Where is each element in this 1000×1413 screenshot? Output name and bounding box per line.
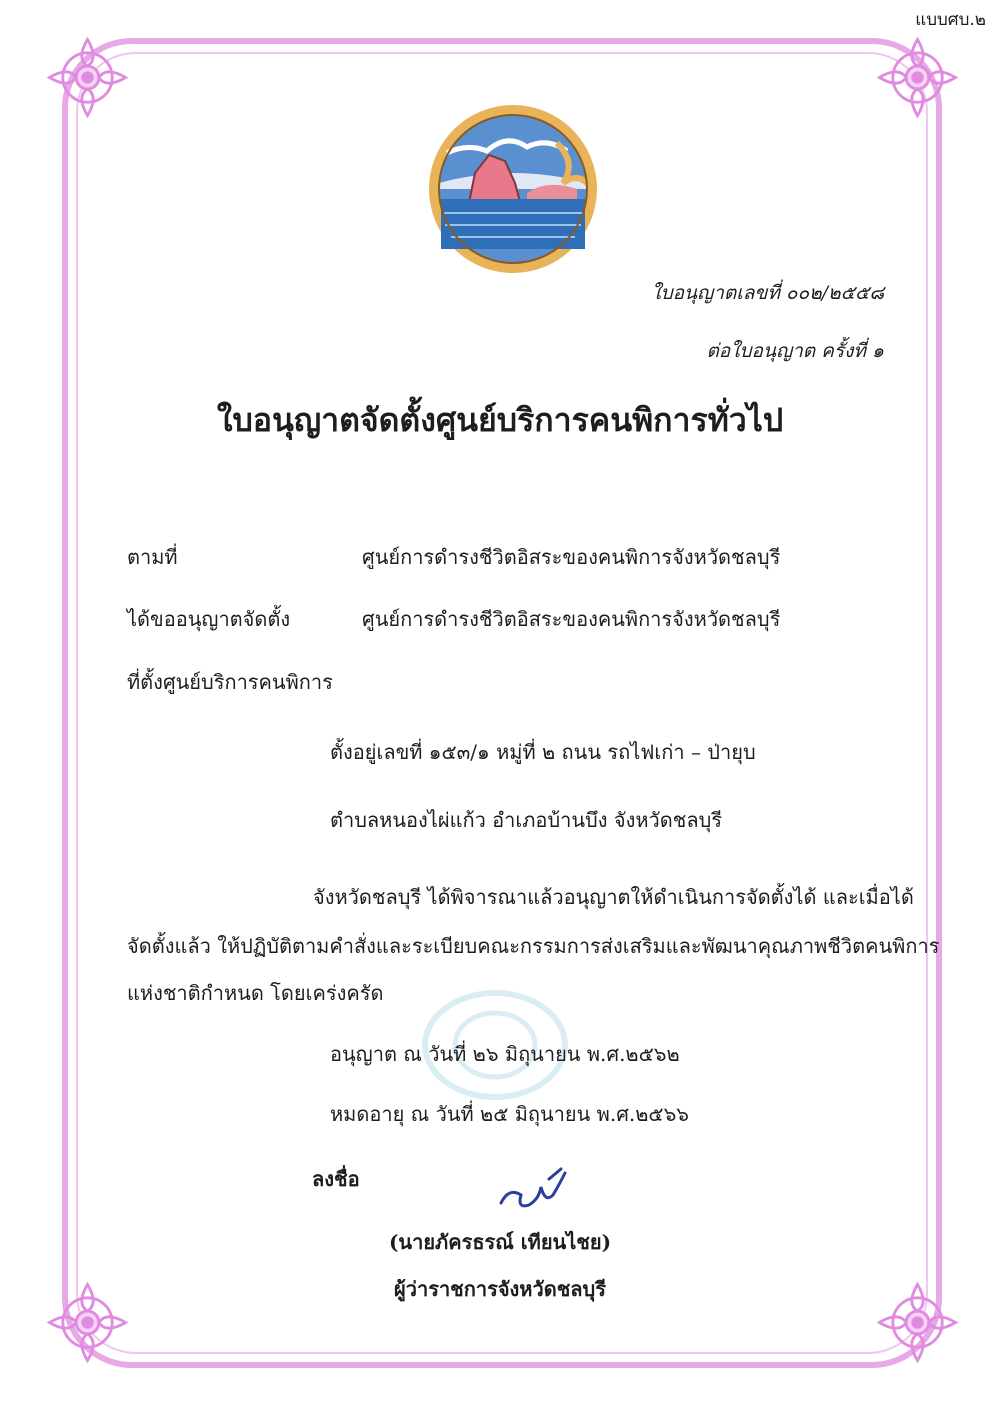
expiry-date: หมดอายุ ณ วันที่ ๒๕ มิถุนายน พ.ศ.๒๕๖๖ [330, 1102, 689, 1126]
body-line-1: จังหวัดชลบุรี ได้พิจารณาแล้วอนุญาตให้ดำเนินการจัดตั้งได้ และเมื่อได้ [313, 885, 914, 909]
corner-ornament-top-right [870, 30, 965, 125]
issue-date: อนุญาต ณ วันที่ ๒๖ มิถุนายน พ.ศ.๒๕๖๒ [330, 1042, 680, 1066]
according-value: ศูนย์การดำรงชีวิตอิสระของคนพิการจังหวัดชลบุรี [362, 545, 781, 569]
address-line-1: ตั้งอยู่เลขที่ ๑๕๓/๑ หมู่ที่ ๒ ถนน รถไฟเก่า – ป่ายุบ [330, 740, 756, 764]
provincial-seal [427, 103, 599, 275]
form-code: แบบศบ.๒ [915, 10, 986, 30]
signatory-position: ผู้ว่าราชการจังหวัดชลบุรี [394, 1277, 606, 1301]
body-line-2: จัดตั้งแล้ว ให้ปฏิบัติตามคำสั่งและระเบียบคณะกรรมการส่งเสริมและพัฒนาคุณภาพชีวิตคนพิการ [127, 934, 940, 958]
address-line-2: ตำบลหนองไผ่แก้ว อำเภอบ้านบึง จังหวัดชลบุรี [330, 808, 723, 832]
corner-ornament-top-left [40, 30, 135, 125]
renewal-count: ต่อใบอนุญาต ครั้งที่ ๑ [706, 340, 884, 362]
signatory-name: (นายภัครธรณ์ เทียนไชย) [388, 1230, 612, 1254]
request-value: ศูนย์การดำรงชีวิตอิสระของคนพิการจังหวัดชลบุรี [362, 607, 781, 631]
signature-label: ลงชื่อ [312, 1167, 360, 1191]
according-label: ตามที่ [127, 545, 178, 569]
license-number: ใบอนุญาตเลขที่ ๐๐๒/๒๕๕๘ [651, 282, 884, 304]
handwritten-signature [495, 1165, 575, 1220]
body-line-3: แห่งชาติกำหนด โดยเคร่งครัด [127, 981, 384, 1005]
request-label: ได้ขออนุญาตจัดตั้ง [127, 607, 291, 631]
location-label: ที่ตั้งศูนย์บริการคนพิการ [127, 670, 333, 694]
document-title: ใบอนุญาตจัดตั้งศูนย์บริการคนพิการทั่วไป [216, 401, 784, 439]
